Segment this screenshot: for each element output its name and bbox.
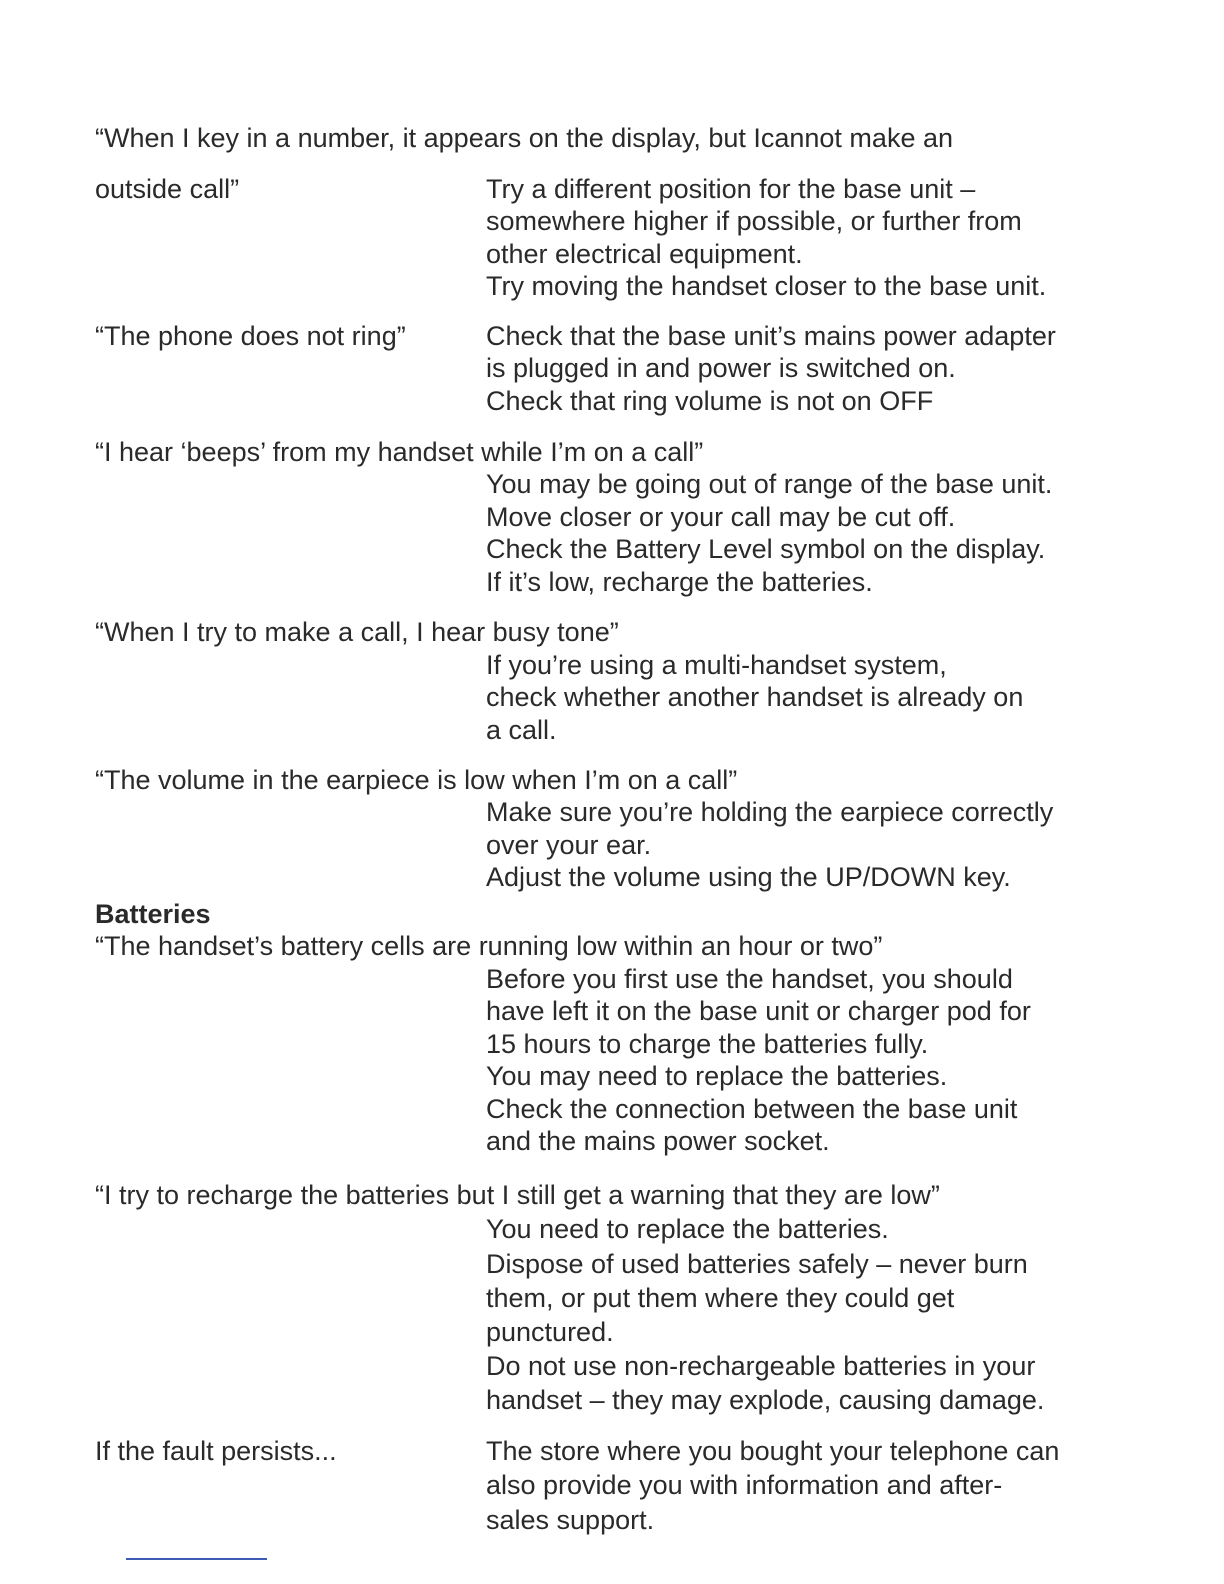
answer-line: them, or put them where they could get	[486, 1283, 955, 1313]
answer-line: Try a different position for the base unit –	[486, 174, 976, 204]
answer-line: check whether another handset is already on	[486, 682, 1024, 712]
answer-line: You may need to replace the batteries.	[486, 1061, 948, 1091]
answer-line: a call.	[486, 715, 557, 745]
question-beeps: “I hear ‘beeps’ from my handset while I’m on a call”	[95, 437, 704, 467]
answer-line: Before you first use the handset, you should	[486, 964, 1013, 994]
answer-line: handset – they may explode, causing damage.	[486, 1385, 1045, 1415]
answer-line: The store where you bought your telephone can	[486, 1436, 1060, 1466]
answer-line: If it’s low, recharge the batteries.	[486, 567, 873, 597]
question-no-outside-call-cont: outside call”	[95, 174, 240, 204]
answer-line: sales support.	[486, 1505, 655, 1535]
answer-line: Check the Battery Level symbol on the display.	[486, 534, 1046, 564]
question-phone-no-ring: “The phone does not ring”	[95, 321, 406, 351]
question-battery-low: “The handset’s battery cells are running low within an hour or two”	[95, 931, 883, 961]
question-no-outside-call: “When I key in a number, it appears on the display, but Icannot make an	[95, 123, 953, 153]
answer-line: over your ear.	[486, 830, 652, 860]
section-heading-batteries: Batteries	[95, 899, 211, 929]
answer-line: Adjust the volume using the UP/DOWN key.	[486, 862, 1011, 892]
answer-line: Dispose of used batteries safely – never burn	[486, 1249, 1028, 1279]
answer-line: punctured.	[486, 1317, 614, 1347]
answer-line: Try moving the handset closer to the base unit.	[486, 271, 1047, 301]
answer-line: Check that ring volume is not on OFF	[486, 386, 934, 416]
answer-line: You need to replace the batteries.	[486, 1214, 889, 1244]
question-recharge-warning: “I try to recharge the batteries but I still get a warning that they are low”	[95, 1180, 940, 1210]
question-fault-persists: If the fault persists...	[95, 1436, 337, 1466]
answer-line: If you’re using a multi-handset system,	[486, 650, 947, 680]
answer-line: Make sure you’re holding the earpiece correctly	[486, 797, 1054, 827]
answer-line: other electrical equipment.	[486, 239, 803, 269]
answer-line: Move closer or your call may be cut off.	[486, 502, 956, 532]
answer-line: You may be going out of range of the base unit.	[486, 469, 1053, 499]
question-busy-tone: “When I try to make a call, I hear busy tone”	[95, 617, 619, 647]
answer-line: somewhere higher if possible, or further from	[486, 206, 1022, 236]
answer-line: Check that the base unit’s mains power adapter	[486, 321, 1056, 351]
answer-line: is plugged in and power is switched on.	[486, 353, 956, 383]
answer-line: and the mains power socket.	[486, 1126, 830, 1156]
question-low-volume: “The volume in the earpiece is low when I’m on a call”	[95, 765, 738, 795]
answer-line: Check the connection between the base unit	[486, 1094, 1018, 1124]
answer-line: 15 hours to charge the batteries fully.	[486, 1029, 929, 1059]
footer-rule	[126, 1558, 267, 1560]
answer-line: also provide you with information and after-	[486, 1470, 1003, 1500]
answer-line: have left it on the base unit or charger pod for	[486, 996, 1031, 1026]
answer-line: Do not use non-rechargeable batteries in your	[486, 1351, 1036, 1381]
